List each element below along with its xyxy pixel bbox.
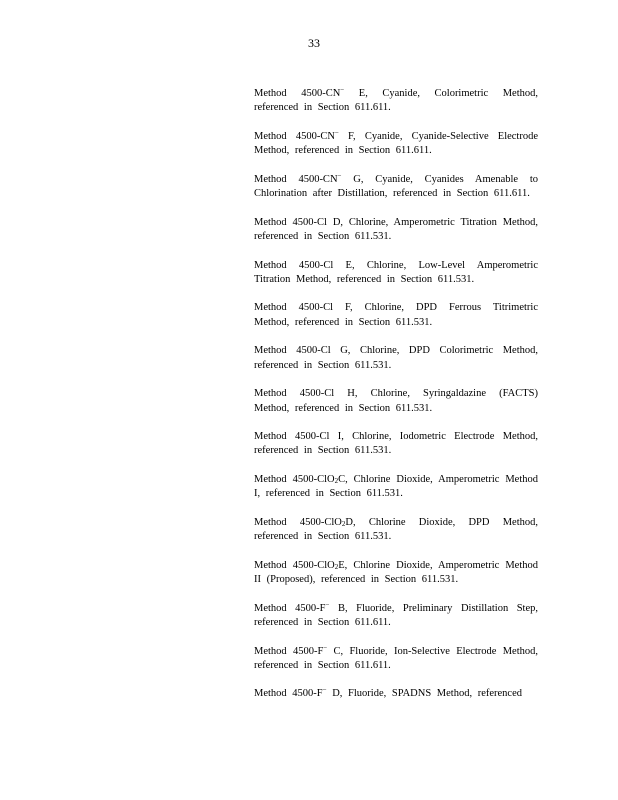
- list-item: Method 4500-Cl H, Chlorine, Syringaldazine (FACTS) Method, referenced in Section 611.531.: [254, 388, 538, 414]
- list-item: Method 4500-ClO$_2$E, Chlorine Dioxide, Amperometric Method II (Proposed), referenced in Section 611.531.: [254, 559, 539, 586]
- page-number: 33: [308, 36, 320, 50]
- list-item: Method 4500-CN− F, Cyanide, Cyanide-Selective Electrode Method, referenced in Section 611.611.: [254, 128, 538, 157]
- list-item: Method 4500-Cl F, Chlorine, DPD Ferrous Titrimetric Method, referenced in Section 611.531.: [254, 302, 538, 328]
- list-item: Method 4500-Cl D, Chlorine, Amperometric Titration Method, referenced in Section 611.531.: [254, 216, 538, 242]
- list-item: Method 4500-Cl I, Chlorine, Iodometric Electrode Method, referenced in Section 611.531.: [254, 431, 538, 457]
- list-item: Method 4500-F− B, Fluoride, Preliminary Distillation Step, referenced in Section 611.611.: [254, 600, 538, 628]
- list-item: Method 4500-Cl G, Chlorine, DPD Colorimetric Method, referenced in Section 611.531.: [254, 345, 538, 371]
- list-item: Method 4500-CN− G, Cyanide, Cyanides Amenable to Chlorination after Distillation, referenced in Section 611.611.: [254, 171, 539, 200]
- list-item: Method 4500-CN− E, Cyanide, Colorimetric Method, referenced in Section 611.611.: [254, 86, 538, 114]
- list-item: Method 4500-F− D, Fluoride, SPADNS Method, referenced: [254, 686, 523, 700]
- list-item: Method 4500-ClO$_2$D, Chlorine Dioxide, DPD Method, referenced in Section 611.531.: [254, 516, 538, 543]
- list-item: Method 4500-Cl E, Chlorine, Low-Level Amperometric Titration Method, referenced in Section 611.531.: [254, 259, 538, 285]
- method-reference-list: [254, 87, 538, 716]
- list-item: Method 4500-ClO$_2$C, Chlorine Dioxide, Amperometric Method I, referenced in Section 611.531.: [254, 474, 538, 500]
- list-item: Method 4500-F− C, Fluoride, Ion-Selective Electrode Method, referenced in Section 611.611.: [254, 643, 539, 671]
